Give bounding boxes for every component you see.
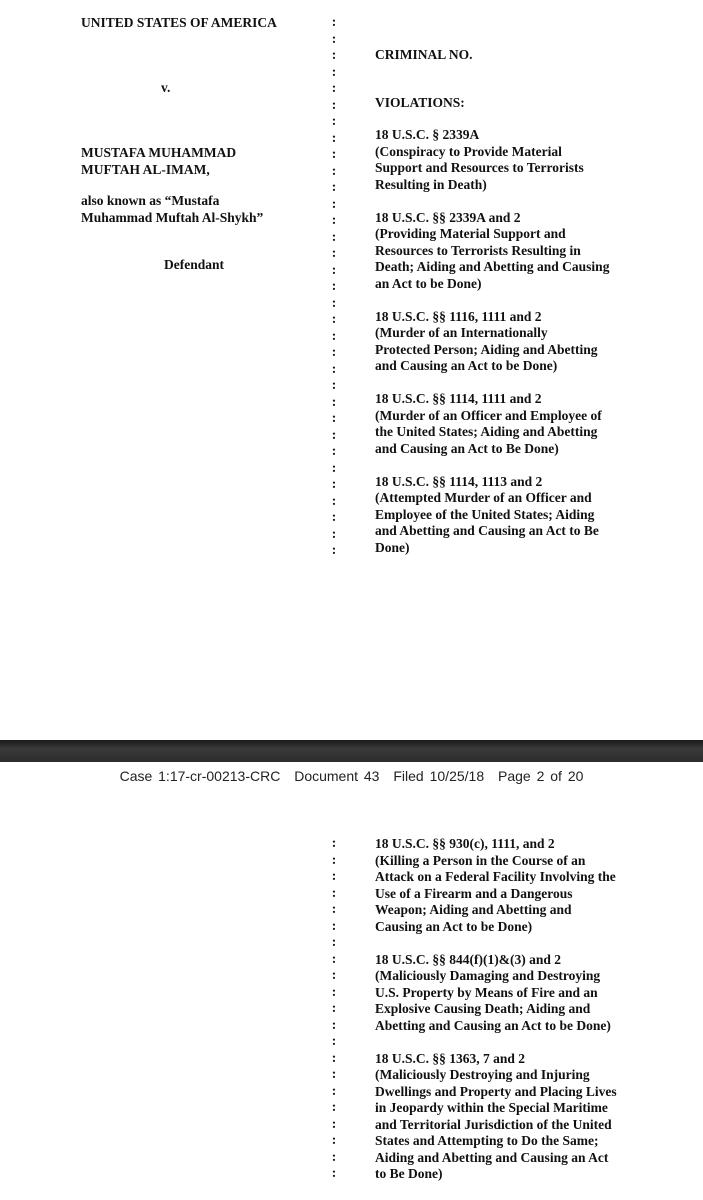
page-number: Page 2 of 20	[498, 768, 584, 784]
violation-description-line: States and Attempting to Do the Same;	[375, 1133, 599, 1148]
case-header	[0, 768, 703, 785]
violation-description-line: U.S. Property by Means of Fire and an	[375, 984, 598, 1000]
violation-description-line: in Jeopardy within the Special Maritime	[375, 1100, 608, 1115]
document-number: Document 43	[294, 768, 380, 784]
violations-label: VIOLATIONS:	[375, 95, 465, 110]
violation-statute: 18 U.S.C. §§ 1363, 7 and 2	[375, 1050, 526, 1066]
defendant-name-line: MUSTAFA MUHAMMAD	[81, 145, 237, 160]
violation-statute: 18 U.S.C. § 2339A	[375, 127, 480, 142]
violation-statute: 18 U.S.C. §§ 2339A and 2	[375, 209, 521, 225]
filed-date: Filed 10/25/18	[393, 768, 485, 784]
violation-description-line: and Causing an Act to be Done)	[375, 358, 558, 373]
violation-description-line: and Territorial Jurisdiction of the United	[375, 1116, 612, 1132]
violation-entry	[375, 836, 645, 935]
violation-statute: 18 U.S.C. §§ 930(c), 1111, and 2	[375, 836, 555, 851]
violation-description-line: (Conspiracy to Provide Material	[375, 143, 562, 159]
criminal-no-label: CRIMINAL NO.	[375, 47, 473, 62]
caption-versus: v.	[161, 80, 171, 95]
violation-entry	[375, 1051, 645, 1183]
violation-description-line: and Abetting and Causing an Act to Be	[375, 523, 599, 538]
aka-line: also known as “Mustafa	[81, 193, 220, 208]
violation-description-line: (Killing a Person in the Course of an	[375, 852, 586, 868]
violation-description-line: Resulting in Death)	[375, 176, 487, 192]
violation-description-line: Causing an Act to be Done)	[375, 918, 533, 934]
violation-description-line: (Maliciously Damaging and Destroying	[375, 968, 601, 983]
violation-description-line: the United States; Aiding and Abetting	[375, 424, 598, 439]
violation-description-line: Support and Resources to Terrorists	[375, 160, 584, 175]
aka-line: Muhammad Muftah Al-Shykh”	[81, 209, 264, 225]
violation-description-line: Use of a Firearm and a Dangerous	[375, 885, 573, 901]
caption-plaintiff: UNITED STATES OF AMERICA	[81, 15, 277, 30]
violation-entry	[375, 127, 645, 193]
page-separator	[0, 740, 703, 762]
violation-description-line: Death; Aiding and Abetting and Causing	[375, 259, 610, 274]
violation-description-line: Resources to Terrorists Resulting in	[375, 242, 581, 258]
defendant-aka	[81, 193, 263, 226]
violation-description-line: (Providing Material Support and	[375, 226, 566, 241]
document-page-2	[0, 762, 703, 1200]
violation-description-line: Dwellings and Property and Placing Lives	[375, 1083, 617, 1099]
violation-entry	[375, 952, 645, 1035]
violation-entry	[375, 391, 645, 457]
violation-description-line: Aiding and Abetting and Causing an Act	[375, 1149, 609, 1165]
violation-description-line: Weapon; Aiding and Abetting and	[375, 902, 572, 917]
violation-description-line: an Act to be Done)	[375, 275, 482, 291]
defendant-role: Defendant	[164, 257, 224, 272]
violations-list	[375, 127, 645, 573]
violation-description-line: Done)	[375, 539, 410, 555]
violation-description-line: (Murder of an Officer and Employee of	[375, 407, 602, 423]
violation-description-line: (Attempted Murder of an Officer and	[375, 490, 592, 505]
violation-description-line: Abetting and Causing an Act to be Done)	[375, 1017, 611, 1033]
violation-entry	[375, 309, 645, 375]
violation-description-line: (Maliciously Destroying and Injuring	[375, 1067, 590, 1082]
violation-description-line: Attack on a Federal Facility Involving the	[375, 869, 616, 884]
violation-statute: 18 U.S.C. §§ 844(f)(1)&(3) and 2	[375, 951, 561, 967]
violation-statute: 18 U.S.C. §§ 1114, 1113 and 2	[375, 473, 543, 489]
violations-list	[375, 836, 645, 1199]
caption-colon-divider: : : : : : : : : : : : : : : : : : : : : :	[331, 835, 337, 1180]
violation-statute: 18 U.S.C. §§ 1116, 1111 and 2	[375, 308, 542, 324]
caption-colon-divider: : : : : : : : : : : : : : : : : : : : : : : : : : : : : : : : : :	[331, 14, 337, 557]
defendant-name	[81, 145, 236, 178]
case-number: Case 1:17-cr-00213-CRC	[119, 768, 281, 784]
violation-entry	[375, 474, 645, 557]
violation-description-line: Employee of the United States; Aiding	[375, 506, 595, 522]
violation-description-line: Protected Person; Aiding and Abetting	[375, 341, 598, 357]
violation-description-line: and Causing an Act to Be Done)	[375, 440, 559, 456]
violation-entry	[375, 210, 645, 293]
violation-description-line: (Murder of an Internationally	[375, 325, 548, 340]
violation-description-line: to Be Done)	[375, 1166, 443, 1181]
defendant-name-line: MUFTAH AL-IMAM,	[81, 161, 210, 177]
violation-description-line: Explosive Causing Death; Aiding and	[375, 1001, 591, 1016]
violation-statute: 18 U.S.C. §§ 1114, 1111 and 2	[375, 391, 542, 406]
